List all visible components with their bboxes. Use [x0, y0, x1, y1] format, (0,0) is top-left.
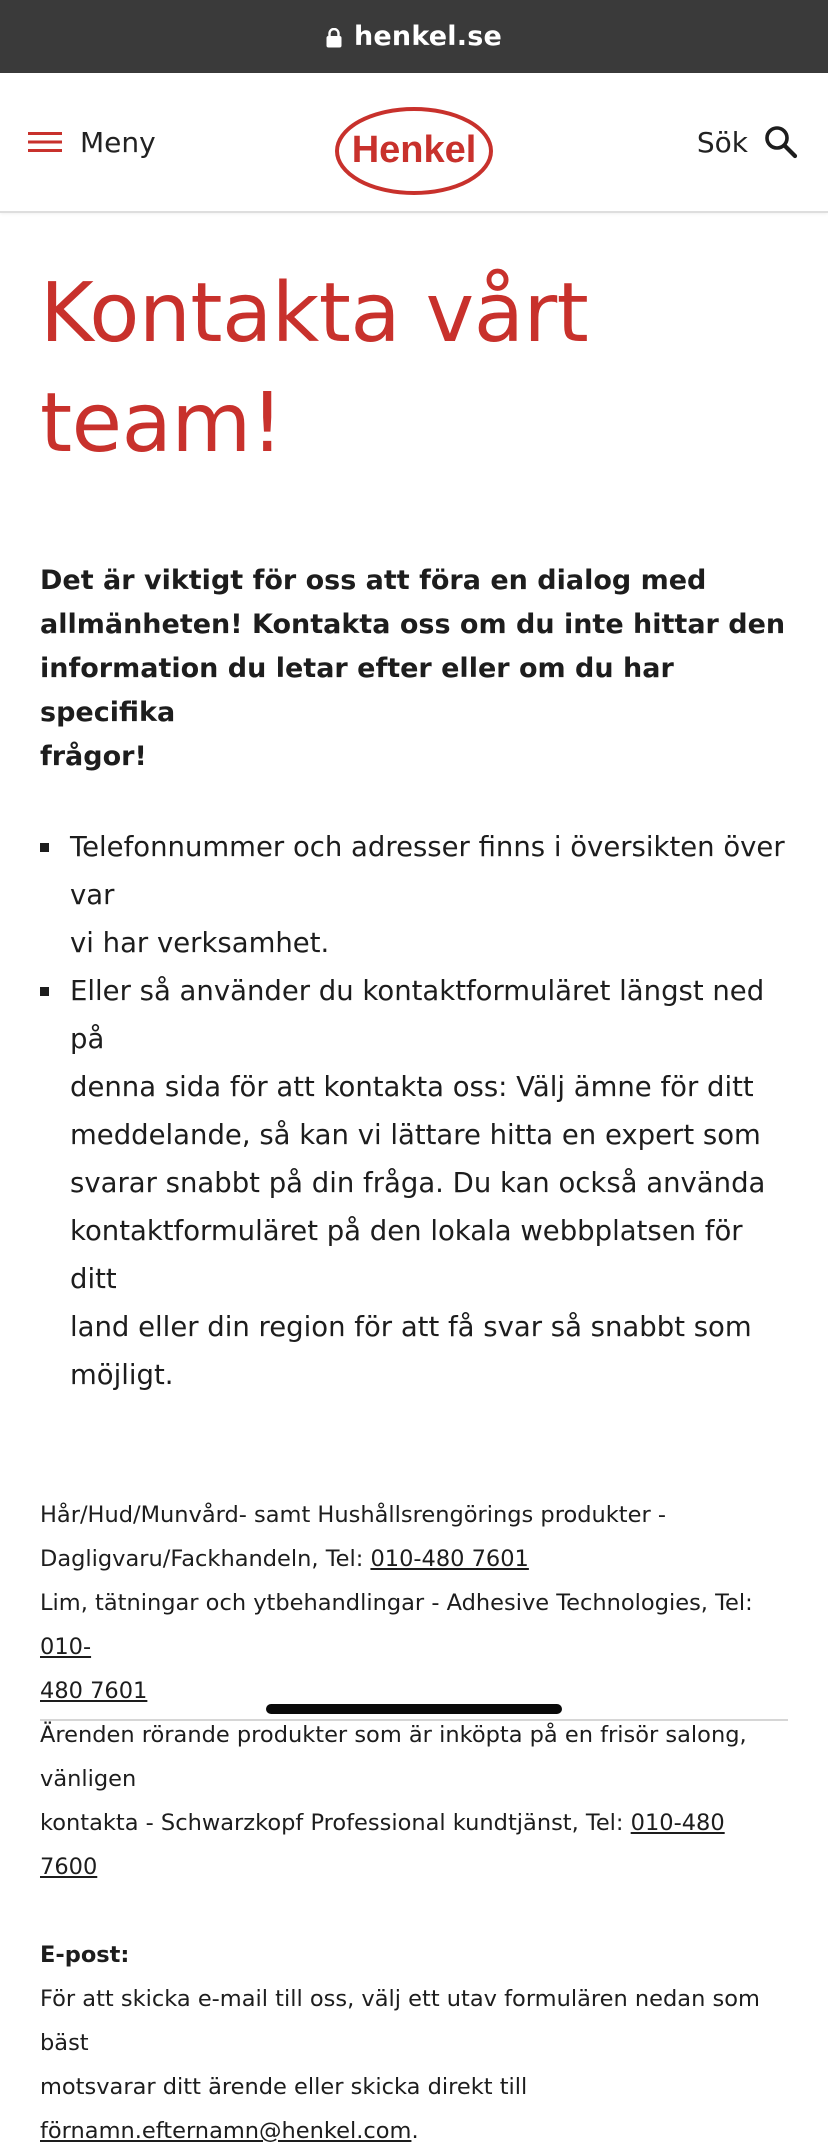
email-text: motsvarar ditt ärende eller skicka direkt till [40, 2074, 528, 2100]
intro-text [40, 559, 788, 779]
address-domain: henkel.se [354, 21, 502, 52]
phone-contacts [40, 1493, 788, 1889]
intro-line: allmänheten! Kontakta oss om du inte hittar den [40, 609, 786, 640]
menu-label: Meny [80, 125, 156, 159]
address-bar[interactable] [0, 0, 828, 73]
contact-text: Lim, tätningar och ytbehandlingar - Adhesive Technologies, Tel: [40, 1590, 753, 1616]
search-button[interactable] [697, 73, 798, 211]
main-content [0, 259, 828, 2153]
phone-link[interactable]: 010-480 7600 [40, 1810, 725, 1880]
divider [40, 1719, 788, 1721]
email-text: För att skicka e-mail till oss, välj ett utav formulären nedan som bäst [40, 1986, 760, 2056]
email-suffix: . [411, 2118, 419, 2144]
info-list [40, 823, 788, 1399]
search-label: Sök [696, 125, 748, 159]
phone-link[interactable]: 010-480 7601 [370, 1546, 529, 1572]
email-section [40, 1977, 788, 2153]
intro-line: information du letar efter eller om du har specifika [40, 653, 674, 728]
henkel-logo[interactable] [334, 106, 494, 196]
contact-text: kontakta - Schwarzkopf Professional kundtjänst, Tel: [40, 1810, 631, 1836]
intro-line: Det är viktigt för oss att föra en dialog med [40, 565, 707, 596]
page-title: Kontakta vårt team! [40, 266, 589, 471]
email-heading: E-post: [40, 1942, 130, 1968]
intro-line: frågor! [40, 741, 147, 772]
contact-text: Ärenden rörande produkter som är inköpta på en frisör salong, vänligen [40, 1722, 747, 1792]
search-icon [764, 125, 798, 159]
list-item: Eller så använder du kontaktformuläret längst ned på denna sida för att kontakta oss: Välj ämne för ditt meddelande, så kan vi lättare hitta en expert som svarar snabbt på din fråga. Du kan också använda kontaktformuläret på den lokala webbplatsen för ditt land eller din region för att få svar så snabbt som möjligt. [40, 967, 788, 1399]
lock-icon [326, 28, 342, 48]
contact-text: Dagligvaru/Fackhandeln, Tel: [40, 1546, 371, 1572]
menu-button[interactable] [28, 73, 156, 211]
site-header [0, 73, 828, 213]
phone-link[interactable]: 480 7601 [40, 1678, 148, 1704]
home-indicator[interactable] [266, 1704, 562, 1714]
list-item: Telefonnummer och adresser finns i översikten över var vi har verksamhet. [40, 823, 788, 967]
contact-text: Hår/Hud/Munvård- samt Hushållsrengörings produkter - [40, 1502, 666, 1528]
logo-text: Henkel [351, 129, 477, 171]
email-link[interactable]: förnamn.efternamn@henkel.com [40, 2118, 412, 2144]
phone-link[interactable]: 010- [40, 1634, 92, 1660]
hamburger-icon [28, 131, 62, 153]
